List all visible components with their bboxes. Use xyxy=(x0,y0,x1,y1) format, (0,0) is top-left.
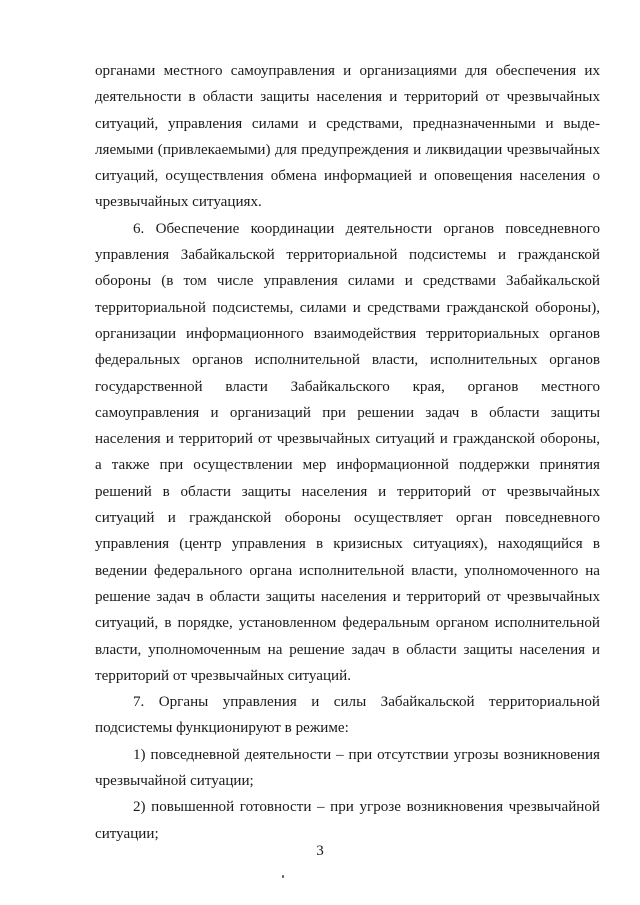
page-number: 3 xyxy=(316,843,324,859)
text-line: ситуации; xyxy=(95,825,159,842)
text-line: управления (центр управления в кризисных ситуациях), находящийся в xyxy=(95,536,600,553)
text-line: решение задач в области защиты населения и территорий от чрезвычайных xyxy=(95,588,600,605)
text-line: чрезвычайных ситуациях. xyxy=(95,194,262,211)
text-line: ведении федерального органа исполнительной власти, уполномоченного на xyxy=(95,562,600,579)
text-line: территорий от чрезвычайных ситуаций. xyxy=(95,667,351,684)
document-body xyxy=(95,58,600,847)
paragraph-p-7-2 xyxy=(95,794,600,847)
text-line: а также при осуществлении мер информационной поддержки принятия xyxy=(95,457,600,474)
text-line: чрезвычайной ситуации; xyxy=(95,773,254,790)
text-line: подсистемы функционируют в режиме: xyxy=(95,720,349,737)
text-line: органами местного самоуправления и организациями для обеспечения их xyxy=(95,63,600,79)
text-line: власти, уполномоченным на решение задач в области защиты населения и xyxy=(95,641,600,658)
text-line: 2) повышенной готовности – при угрозе возникновения чрезвычайной xyxy=(133,799,600,816)
text-line: 7. Органы управления и силы Забайкальской территориальной xyxy=(133,694,600,711)
text-line: ситуаций, в порядке, установленном федеральным органом исполнительной xyxy=(95,615,600,632)
text-line: федеральных органов исполнительной власти, исполнительных органов xyxy=(95,352,600,369)
text-line: самоуправления и организаций при решении задач в области защиты xyxy=(95,404,600,421)
text-line: решений в области защиты населения и территорий от чрезвычайных xyxy=(95,483,600,500)
text-line: ляемыми (привлекаемыми) для предупреждения и ликвидации чрезвычайных xyxy=(95,141,600,158)
scan-artifact-dot xyxy=(282,875,284,878)
paragraph-p-7 xyxy=(95,689,600,742)
text-line: ситуаций, управления силами и средствами, предназначенными и выде- xyxy=(95,115,600,132)
text-line: деятельности в области защиты населения и территорий от чрезвычайных xyxy=(95,89,600,106)
text-line: организации информационного взаимодействия территориальных органов xyxy=(95,325,600,342)
text-line: обороны (в том числе управления силами и средствами Забайкальской xyxy=(95,273,600,290)
paragraph-p-6 xyxy=(95,216,600,689)
text-line: территориальной подсистемы, силами и средствами гражданской обороны), xyxy=(95,299,600,316)
paragraph-p-7-1 xyxy=(95,742,600,795)
text-line: 6. Обеспечение координации деятельности органов повседневного xyxy=(133,220,600,237)
text-line: ситуаций и гражданской обороны осуществляет орган повседневного xyxy=(95,510,600,527)
text-line: государственной власти Забайкальского края, органов местного xyxy=(95,378,600,395)
text-line: 1) повседневной деятельности – при отсутствии угрозы возникновения xyxy=(133,746,600,763)
text-line: населения и территорий от чрезвычайных ситуаций и гражданской обороны, xyxy=(95,431,600,448)
paragraph-p-continuation xyxy=(95,58,600,216)
text-line: управления Забайкальской территориальной подсистемы и гражданской xyxy=(95,247,600,264)
text-line: ситуаций, осуществления обмена информацией и оповещения населения о xyxy=(95,168,600,185)
